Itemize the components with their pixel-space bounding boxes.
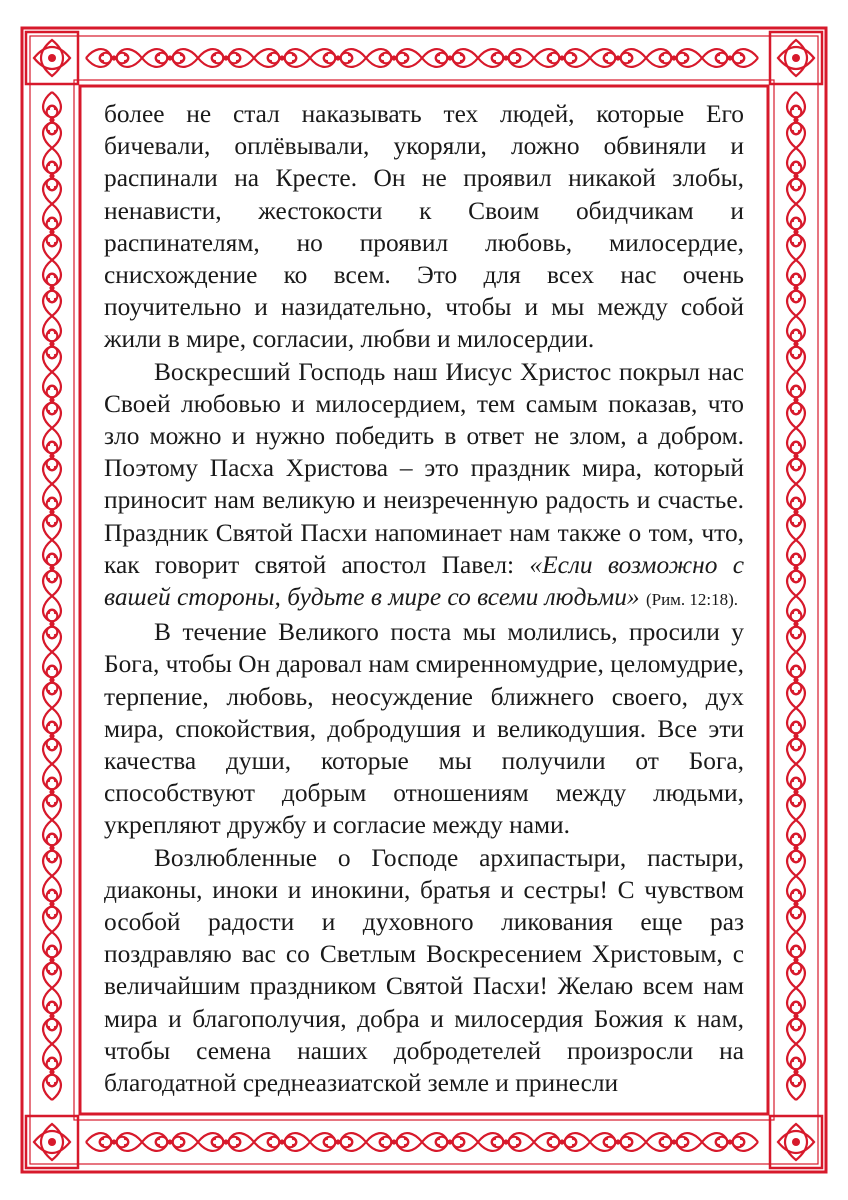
paragraph-4-text: Возлюбленные о Господе архипастыри, пастыри, диаконы, иноки и инокини, братья и сестры! С чувством особой радости и духовного ликования еще раз поздравляю вас со Светлым Воскресением Христовым, с величайшим праздником Святой Пасхи! Желаю всем нам мира и благополучия, добра и милосердия Божия к нам, чтобы семена наших добродетелей произросли на благодатной среднеазиатской земле и принесли <box>104 843 744 1098</box>
paragraph-2 <box>104 356 744 617</box>
paragraph-1-text: более не стал наказывать тех людей, которые Его бичевали, оплёвывали, укоряли, ложно обвиняли и распинали на Кресте. Он не проявил никакой злобы, ненависти, жестокости к Своим обидчикам и распинателям, но проявил любовь, милосердие, снисхождение ко всем. Это для всех нас очень поучительно и назидательно, чтобы и мы между собой жили в мире, согласии, любви и милосердии. <box>104 100 744 354</box>
paragraph-2-text: Воскресший Господь наш Иисус Христос покрыл нас Своей любовью и милосердием, тем самым показав, что зло можно и нужно победить в ответ не злом, а добром. Поэтому Пасха Христова – это праздник мира, который приносит нам великую и неизреченную радость и счастье. Праздник Святой Пасхи напоминает нам также о том, что, как говорит святой апостол Павел: <box>104 357 744 579</box>
scripture-quote: «Если возможно с вашей стороны, будьте в мире со всеми людьми» <box>104 550 744 612</box>
paragraph-3 <box>104 616 744 841</box>
paragraph-3-text: В течение Великого поста мы молились, просили у Бога, чтобы Он даровал нам смиренномудрие, целомудрие, терпение, любовь, неосуждение ближнего своего, дух мира, спокойствия, добродушия и великодушия. Все эти качества души, которые мы получили от Бога, способствуют добрым отношениям между людьми, укрепляют дружбу и согласие между нами. <box>104 618 744 840</box>
paragraph-4 <box>104 842 744 1100</box>
body-text <box>104 98 744 1099</box>
paragraph-1 <box>104 98 744 356</box>
scripture-reference: (Рим. 12:18). <box>645 590 739 610</box>
